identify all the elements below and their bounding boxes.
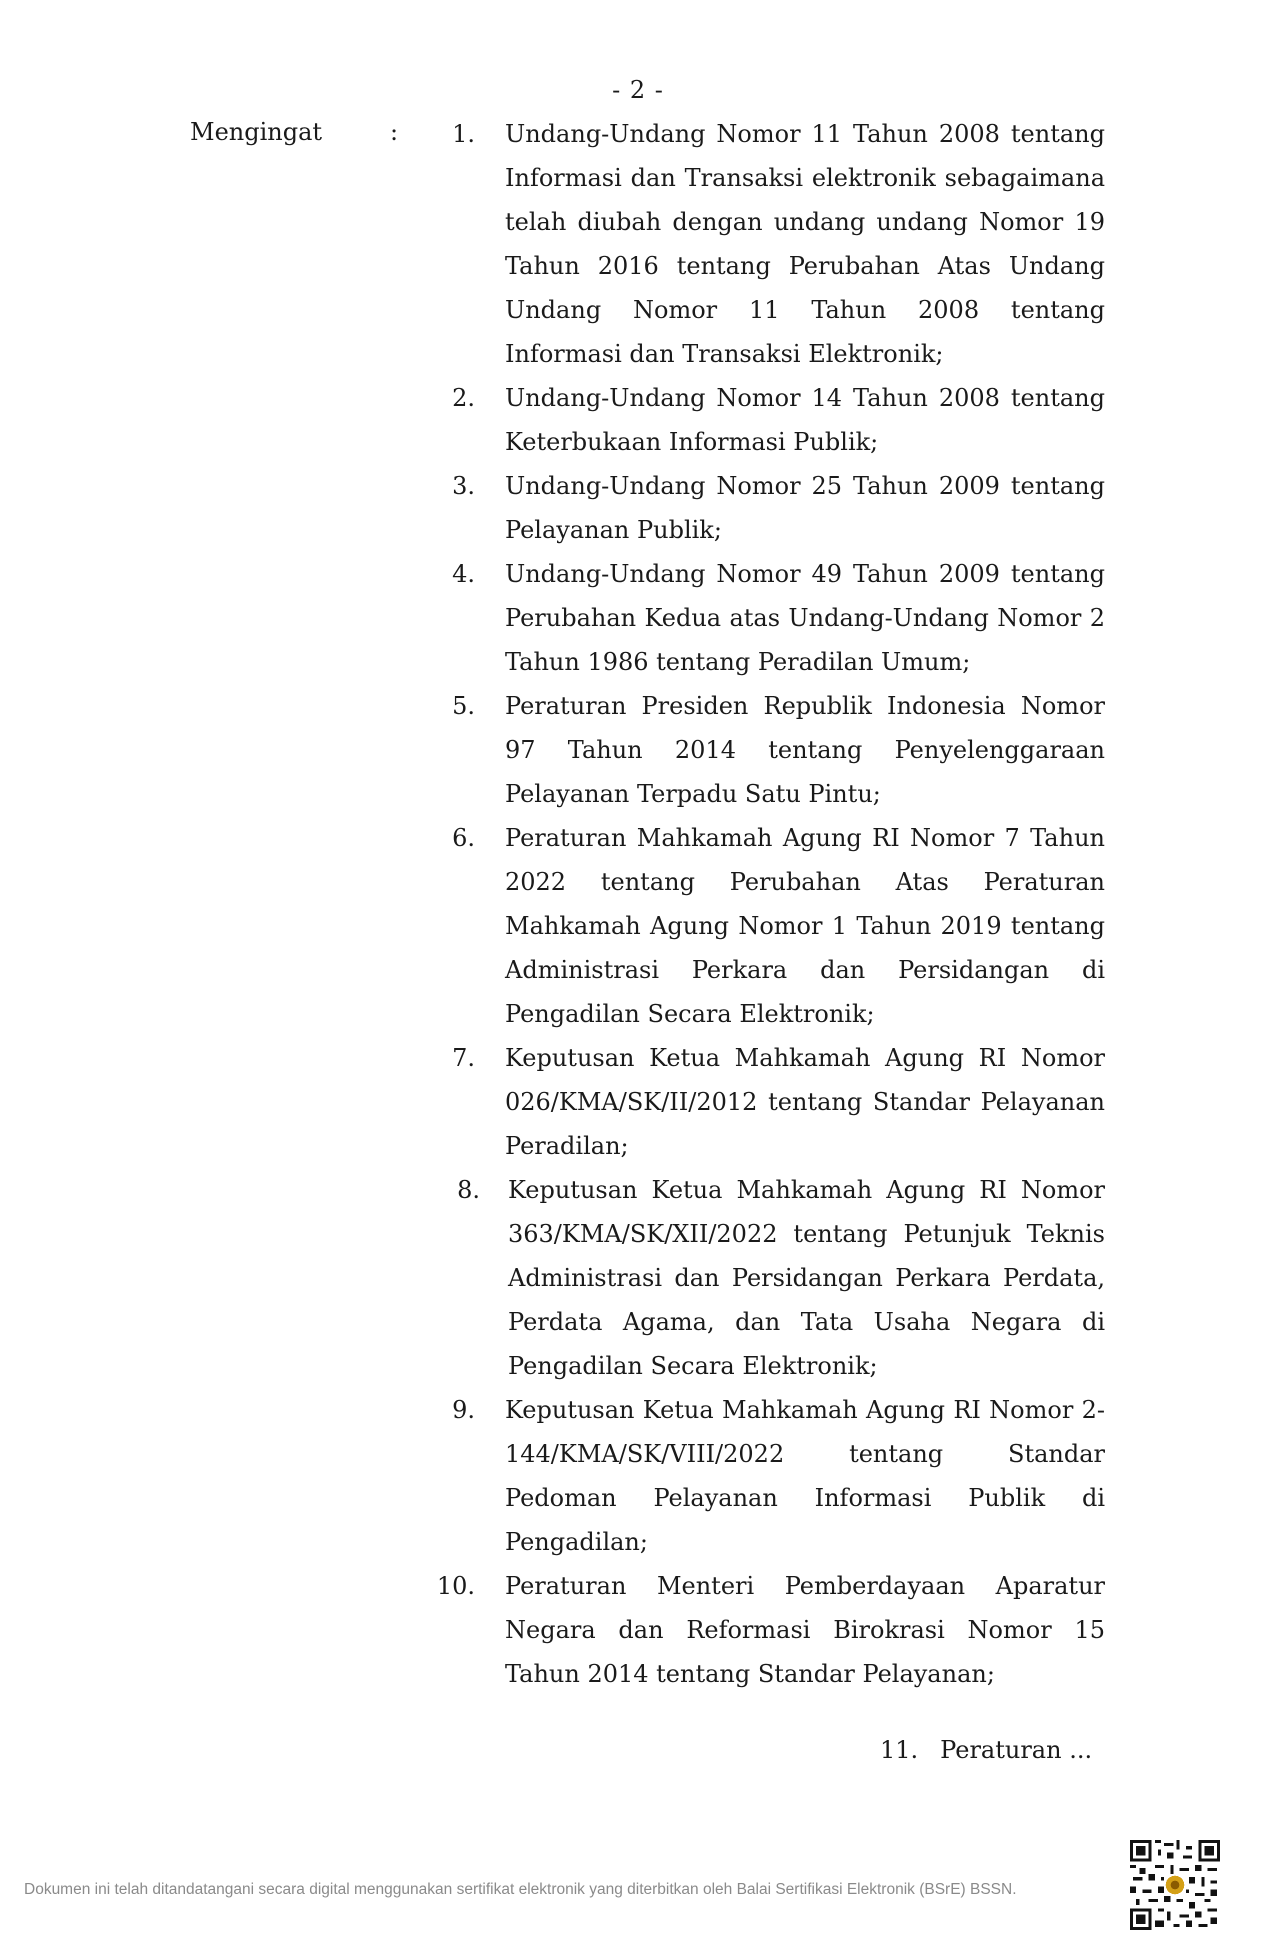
item-text: Peraturan Presiden Republik Indonesia Nomor 97 Tahun 2014 tentang Penyelenggaraan Pelayanan Terpadu Satu Pintu; — [505, 692, 1105, 808]
item-text: Peraturan Mahkamah Agung RI Nomor 7 Tahun 2022 tentang Perubahan Atas Peraturan Mahkamah Agung Nomor 1 Tahun 2019 tentang Administrasi Perkara dan Persidangan di Pengadilan Secara Elektronik; — [505, 824, 1105, 1028]
item-number: 1. — [452, 120, 475, 148]
qr-code-icon — [1130, 1840, 1220, 1930]
next-page-continuation — [880, 1736, 1092, 1764]
item-text: Keputusan Ketua Mahkamah Agung RI Nomor 026/KMA/SK/II/2012 tentang Standar Pelayanan Peradilan; — [505, 1044, 1105, 1160]
consideration-list — [405, 112, 1105, 1696]
item-number: 5. — [452, 692, 475, 720]
item-number: 6. — [452, 824, 475, 852]
item-number: 9. — [452, 1396, 475, 1424]
section-colon: : — [390, 118, 399, 146]
list-item — [405, 112, 1105, 376]
section-label: Mengingat — [190, 118, 323, 146]
item-text: Undang-Undang Nomor 11 Tahun 2008 tentang Informasi dan Transaksi elektronik sebagaimana telah diubah dengan undang undang Nomor 19 Tahun 2016 tentang Perubahan Atas Undang Undang Nomor 11 Tahun 2008 tentang Informasi dan Transaksi Elektronik; — [505, 120, 1105, 368]
page-number: - 2 - — [612, 76, 664, 104]
continuation-number: 11. — [880, 1736, 919, 1764]
list-item — [405, 1036, 1105, 1168]
list-item — [405, 552, 1105, 684]
continuation-text: Peraturan ... — [940, 1736, 1093, 1764]
item-number: 7. — [452, 1044, 475, 1072]
item-text: Peraturan Menteri Pemberdayaan Aparatur Negara dan Reformasi Birokrasi Nomor 15 Tahun 2014 tentang Standar Pelayanan; — [505, 1572, 1105, 1688]
list-item — [405, 376, 1105, 464]
digital-signature-notice: Dokumen ini telah ditandatangani secara digital menggunakan sertifikat elektronik yang diterbitkan oleh Balai Sertifikasi Elektronik (BSrE) BSSN. — [24, 1881, 1017, 1898]
item-text: Undang-Undang Nomor 49 Tahun 2009 tentang Perubahan Kedua atas Undang-Undang Nomor 2 Tahun 1986 tentang Peradilan Umum; — [505, 560, 1105, 676]
list-item — [405, 1168, 1105, 1388]
list-item — [405, 816, 1105, 1036]
item-number: 2. — [452, 384, 475, 412]
item-text: Keputusan Ketua Mahkamah Agung RI Nomor 363/KMA/SK/XII/2022 tentang Petunjuk Teknis Administrasi dan Persidangan Perkara Perdata, Perdata Agama, dan Tata Usaha Negara di Pengadilan Secara Elektronik; — [508, 1176, 1105, 1380]
list-item — [405, 684, 1105, 816]
item-number: 10. — [436, 1572, 475, 1600]
item-text: Undang-Undang Nomor 14 Tahun 2008 tentang Keterbukaan Informasi Publik; — [505, 384, 1105, 456]
list-item — [405, 1564, 1105, 1696]
item-text: Undang-Undang Nomor 25 Tahun 2009 tentang Pelayanan Publik; — [505, 472, 1105, 544]
item-number: 3. — [452, 472, 475, 500]
item-text: Keputusan Ketua Mahkamah Agung RI Nomor 2-144/KMA/SK/VIII/2022 tentang Standar Pedoman Pelayanan Informasi Publik di Pengadilan; — [505, 1396, 1105, 1556]
list-item — [405, 1388, 1105, 1564]
item-number: 8. — [457, 1176, 480, 1204]
item-number: 4. — [452, 560, 475, 588]
list-item — [405, 464, 1105, 552]
